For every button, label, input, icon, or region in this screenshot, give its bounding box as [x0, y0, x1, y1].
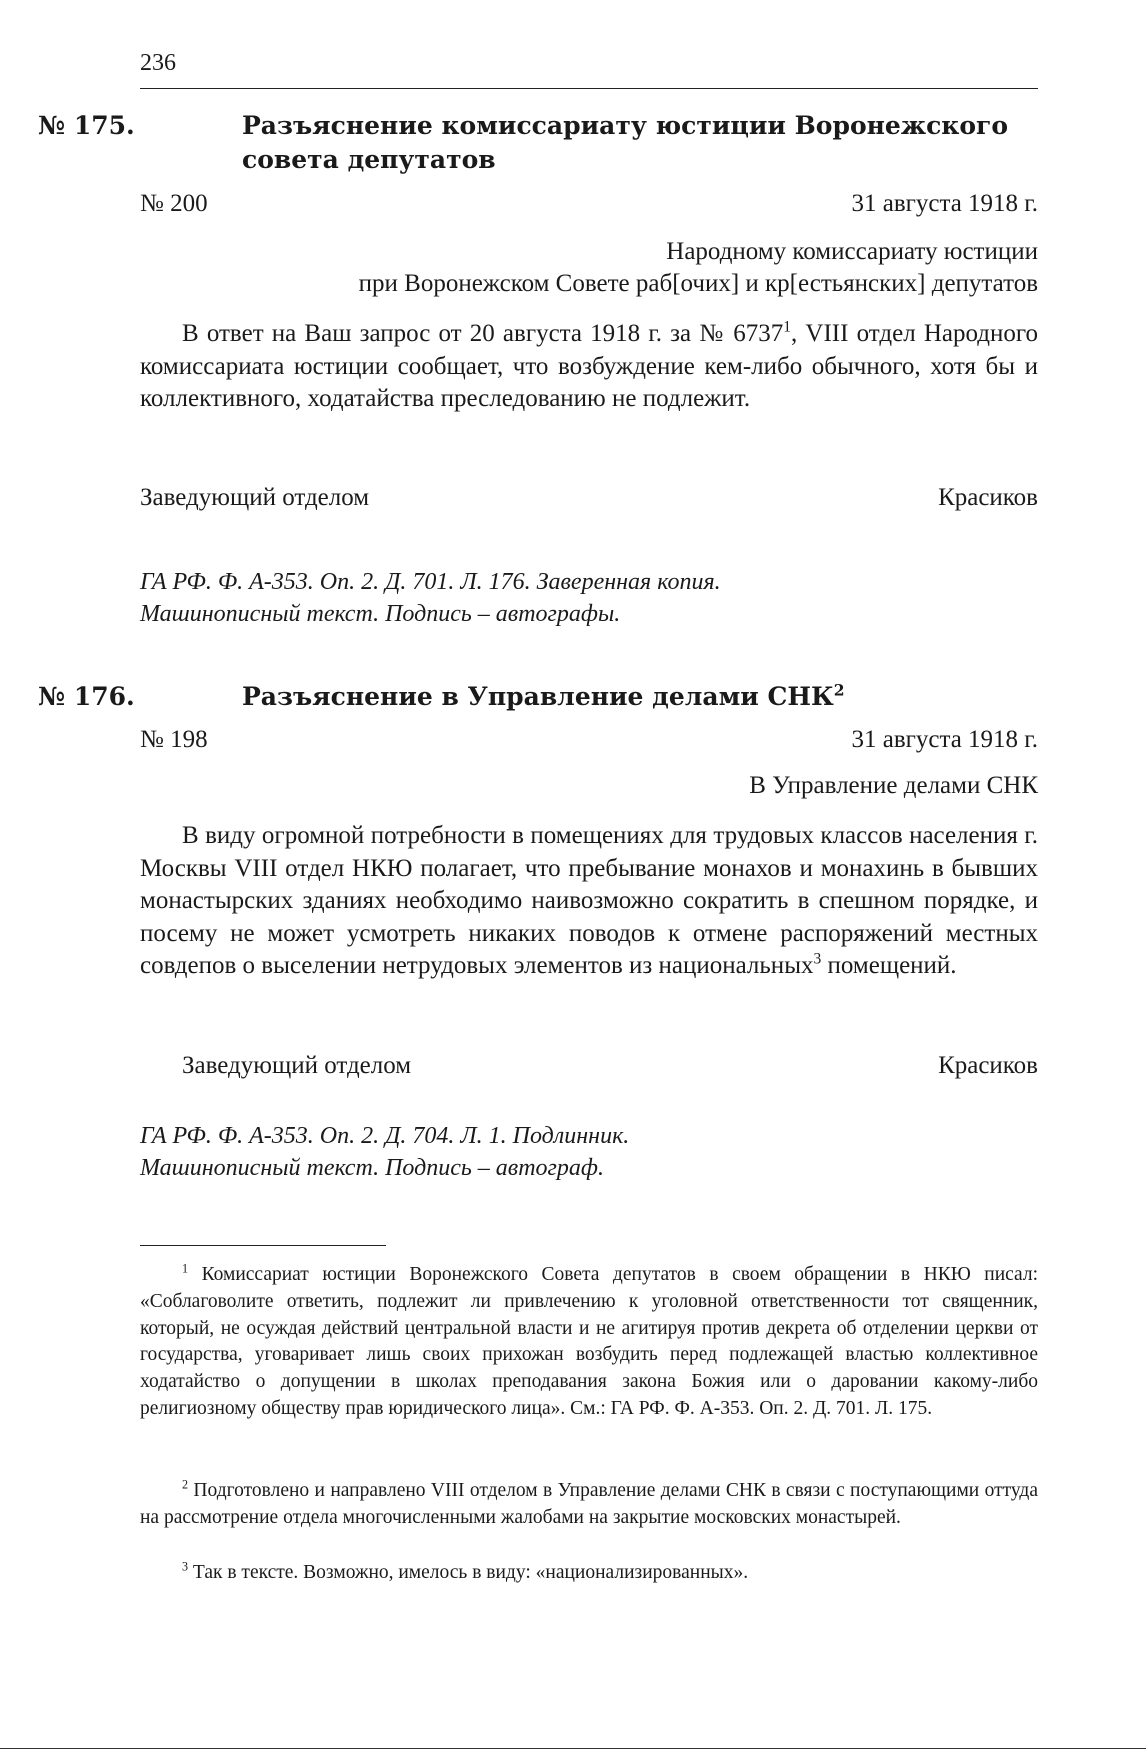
doc-176-source-line2: Машинописный текст. Подпись – автограф. — [140, 1155, 604, 1181]
doc-175-source-line2: Машинописный текст. Подпись – автографы. — [140, 601, 621, 627]
footnote-3 — [140, 1560, 1038, 1587]
doc-176-signer-name: Красиков — [938, 1052, 1038, 1079]
doc-175-title — [38, 109, 1038, 177]
doc-175-addressee-line1: Народному комиссариату юстиции — [666, 238, 1038, 265]
doc-175-addressee — [359, 236, 1038, 300]
footnote-2 — [140, 1478, 1038, 1532]
footnote-1-text: Комиссариат юстиции Воронежского Совета депутатов в своем обращении в НКЮ писал: «Соблаговолите ответить, подлежит ли привлечению к уголовной ответственности тот священник, который, не осуждая действий центральной власти и не агитируя против декрета об отделении церкви от государства, уговаривает лишь своих прихожан возбудить перед подлежащей властью коллективное ходатайство о допущении в школах преподавания закона Божия или о даровании какому-либо религиозному обществу прав юридического лица». См.: ГА РФ. Ф. А-353. Оп. 2. Д. 701. Л. 175. — [140, 1264, 1038, 1419]
footnote-3-mark: 3 — [182, 1559, 189, 1574]
doc-176-number: № 176. — [38, 682, 135, 711]
doc-175-source — [140, 566, 1038, 630]
doc-175-meta — [140, 188, 1038, 220]
doc-175-title-text: Разъяснение комиссариату юстиции Воронежского совета депутатов — [242, 111, 1009, 174]
header-rule — [140, 88, 1038, 89]
footnote-1 — [140, 1262, 1038, 1423]
doc-176-source — [140, 1120, 1038, 1184]
doc-176-body-text: В виду огромной потребности в помещениях для трудовых классов населения г. Москвы VIII отдел НКЮ полагает, что пребывание монахов и монахинь в бывших монастырских зданиях необходимо наивозможно сократить в спешном порядке, и посему не может усмотреть никаких поводов к отмене распоряжений местных совдепов о выселении нетрудовых элементов из национальных — [140, 822, 1038, 979]
doc-175-signer-name: Красиков — [938, 484, 1038, 511]
doc-176-title — [38, 680, 1038, 714]
doc-176-addressee — [749, 770, 1038, 802]
document-page — [38, 0, 1038, 1758]
doc-175-body — [140, 318, 1038, 416]
doc-176-addressee-line1: В Управление делами СНК — [749, 772, 1038, 799]
footnote-ref-3: 3 — [813, 950, 822, 968]
doc-176-title-text: Разъяснение в Управление делами СНК — [242, 682, 834, 711]
doc-175-body-text: В ответ на Ваш запрос от 20 августа 1918 г. за № 6737 — [182, 320, 784, 347]
doc-176-body-text-cont: помещений. — [821, 952, 957, 979]
footnote-2-text: Подготовлено и направлено VIII отделом в Управление делами СНК в связи с поступающими оттуда на рассмотрение отдела многочисленными жалобами на закрытие московских монастырей. — [140, 1480, 1038, 1528]
doc-175-body-text-cont: , VIII отдел Народного комиссариата юстиции сообщает, что возбуждение кем-либо обычного, хотя бы и коллективного, ходатайства преследованию не подлежит. — [140, 320, 1038, 412]
doc-176-ref-number: № 198 — [140, 726, 208, 753]
doc-175-date: 31 августа 1918 г. — [851, 190, 1038, 217]
footnote-rule — [140, 1245, 386, 1246]
doc-175-ref-number: № 200 — [140, 190, 208, 217]
doc-175-signer-title: Заведующий отделом — [140, 484, 370, 511]
doc-175-addressee-line2: при Воронежском Совете раб[очих] и кр[естьянских] депутатов — [358, 270, 1038, 297]
footnote-ref-2: 2 — [833, 680, 845, 700]
footnote-1-mark: 1 — [182, 1261, 189, 1276]
doc-176-date: 31 августа 1918 г. — [851, 726, 1038, 753]
doc-176-body — [140, 820, 1038, 983]
doc-175-number: № 175. — [38, 111, 135, 140]
doc-176-meta — [140, 724, 1038, 756]
page-number: 236 — [140, 50, 176, 76]
doc-175-source-line1: ГА РФ. Ф. А-353. Оп. 2. Д. 701. Л. 176. Заверенная копия. — [140, 569, 721, 595]
doc-176-signer-title: Заведующий отделом — [182, 1052, 412, 1079]
footnote-2-mark: 2 — [182, 1477, 189, 1492]
footnote-ref-1: 1 — [783, 318, 791, 336]
doc-176-source-line1: ГА РФ. Ф. А-353. Оп. 2. Д. 704. Л. 1. Подлинник. — [140, 1123, 630, 1149]
page-bottom-edge — [0, 1748, 1146, 1749]
footnote-3-text: Так в тексте. Возможно, имелось в виду: «национализированных». — [192, 1562, 749, 1583]
